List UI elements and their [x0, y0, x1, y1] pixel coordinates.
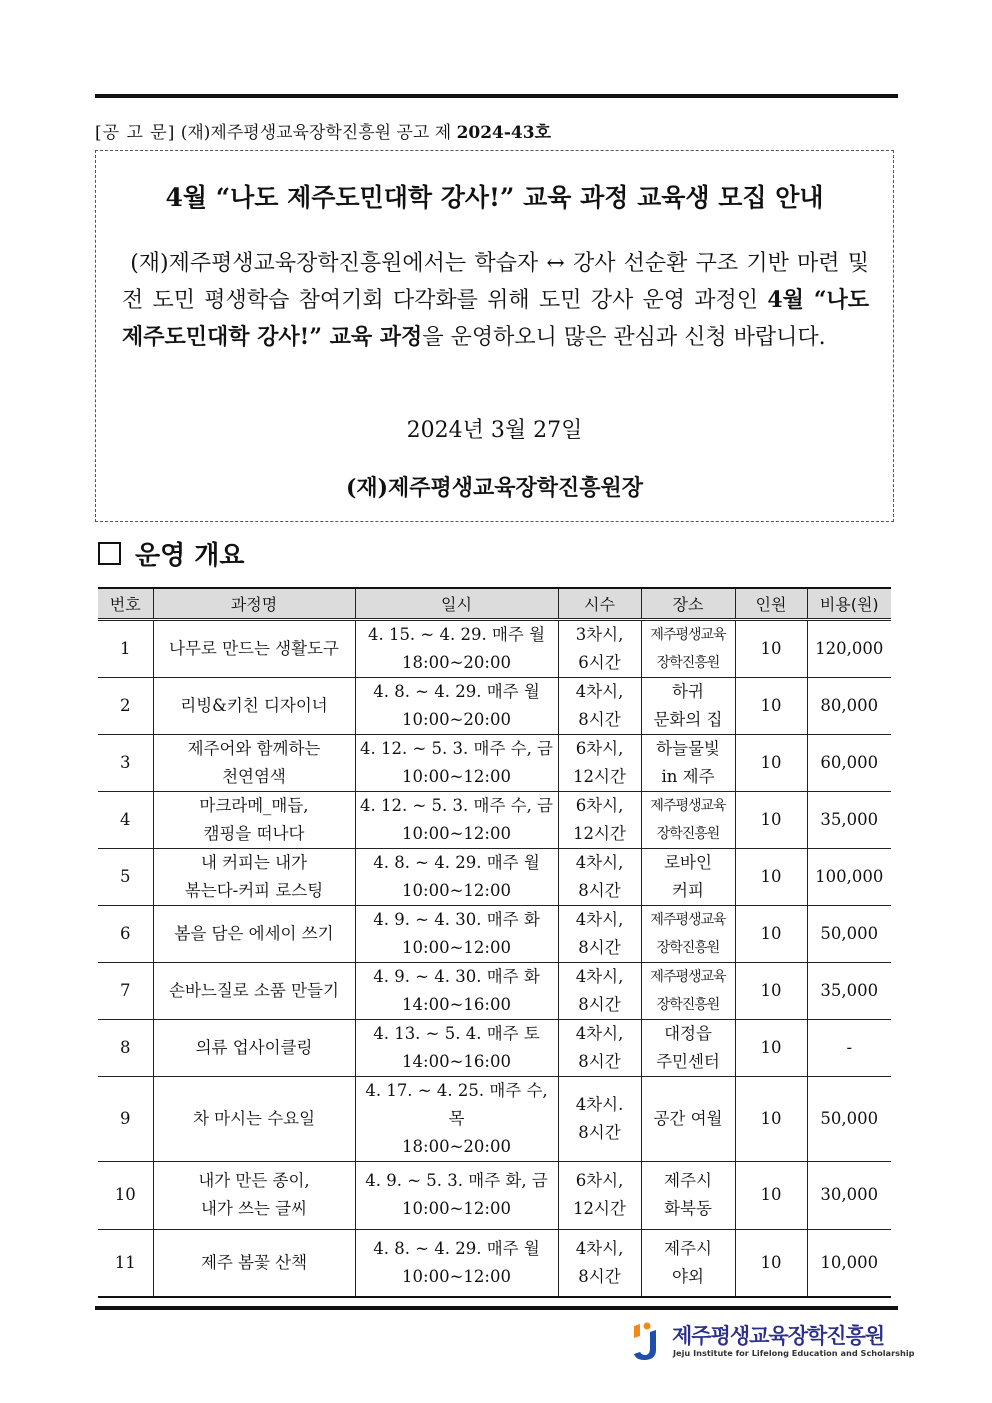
cell-no-line: 3	[120, 752, 131, 772]
cell-hours-line: 8시간	[578, 1122, 621, 1142]
cell-course-name-line: 천연염색	[222, 766, 286, 786]
cell-course-name	[153, 1161, 355, 1229]
cell-schedule-line: 4. 8. ~ 4. 29. 매주 월	[373, 681, 540, 701]
cell-cost	[807, 962, 891, 1019]
body-part-1: (재)제주평생교육장학진흥원에서는 학습자 ↔ 강사 선순환 구조 기반 마련 및 전 도민 평생학습 참여기회 다각화를 위해 도민 강사 운영 과정인	[122, 251, 870, 313]
cell-people-line: 10	[760, 695, 782, 715]
cell-place-line: in 제주	[661, 766, 715, 786]
table-row	[98, 1161, 891, 1229]
cell-people	[735, 848, 807, 905]
cell-place-line: 화북동	[664, 1199, 712, 1218]
cell-no-line: 8	[120, 1037, 131, 1057]
cell-hours	[558, 1076, 641, 1161]
cell-place-line: 하늘물빛	[656, 738, 720, 758]
cell-place-line: 장학진흥원	[656, 939, 720, 956]
cell-no	[98, 1229, 153, 1297]
cell-cost	[807, 905, 891, 962]
cell-people	[735, 905, 807, 962]
signer: (재)제주평생교육장학진흥원장	[345, 475, 644, 501]
table-row	[98, 1019, 891, 1076]
cell-people	[735, 734, 807, 791]
cell-people-line: 10	[760, 866, 782, 886]
cell-place	[641, 677, 735, 734]
cell-schedule	[355, 1019, 558, 1076]
cell-no-line: 10	[114, 1185, 136, 1204]
table-row	[98, 1229, 891, 1297]
cell-hours	[558, 962, 641, 1019]
cell-hours-line: 6차시,	[575, 795, 624, 815]
cell-cost	[807, 734, 891, 791]
cell-place-line: 문화의 집	[653, 709, 723, 729]
table-row	[98, 791, 891, 848]
cell-no-line: 4	[120, 809, 131, 829]
cell-people-line: 10	[760, 638, 782, 658]
cell-place	[641, 1076, 735, 1161]
cell-course-name-line: 차 마시는 수요일	[192, 1108, 316, 1128]
cell-schedule-line: 4. 12. ~ 5. 3. 매주 수, 금	[359, 738, 553, 758]
cell-cost-line: 30,000	[820, 1185, 879, 1204]
cell-hours-line: 4차시,	[575, 1238, 624, 1258]
cell-schedule	[355, 791, 558, 848]
cell-place-line: 커피	[672, 880, 704, 900]
cell-schedule-line: 4. 13. ~ 5. 4. 매주 토	[373, 1023, 540, 1043]
cell-hours-line: 8시간	[578, 709, 621, 729]
cell-place	[641, 848, 735, 905]
section-title: 운영 개요	[135, 541, 245, 571]
cell-schedule-line: 4. 9. ~ 4. 30. 매주 화	[373, 909, 540, 929]
cell-cost-line: 100,000	[815, 866, 884, 886]
institute-logo-icon	[626, 1320, 666, 1362]
section-heading	[98, 535, 245, 572]
cell-people-line: 10	[760, 980, 782, 1000]
cell-hours	[558, 1229, 641, 1297]
cell-hours	[558, 791, 641, 848]
document-title: 4월 “나도 제주도민대학 강사!” 교육 과정 교육생 모집 안내	[165, 183, 824, 212]
header-no: 번호	[98, 588, 153, 619]
header-course: 과정명	[153, 588, 355, 619]
cell-schedule	[355, 1229, 558, 1297]
cell-people	[735, 1229, 807, 1297]
cell-people-line: 10	[760, 1037, 782, 1057]
cell-course-name	[153, 905, 355, 962]
cell-schedule	[355, 962, 558, 1019]
table-header-row	[98, 588, 891, 619]
cell-hours	[558, 905, 641, 962]
cell-hours-line: 8시간	[578, 1051, 621, 1071]
cell-no-line: 9	[120, 1108, 131, 1128]
cell-no	[98, 848, 153, 905]
cell-hours-line: 6시간	[578, 652, 621, 672]
cell-cost	[807, 791, 891, 848]
cell-place-line: 로바인	[664, 852, 712, 872]
notice-issuer: (재)제주평생교육장학진흥원 공고 제	[180, 123, 452, 143]
cell-course-name-line: 리빙&키친 디자이너	[180, 695, 328, 715]
header-place: 장소	[641, 588, 735, 619]
course-table	[98, 587, 891, 1298]
cell-hours-line: 3차시,	[575, 624, 624, 644]
cell-hours	[558, 677, 641, 734]
cell-course-name	[153, 848, 355, 905]
cell-course-name-line: 내가 쓰는 글씨	[200, 1199, 308, 1218]
cell-cost	[807, 848, 891, 905]
cell-people	[735, 619, 807, 677]
cell-schedule	[355, 677, 558, 734]
announcement-date: 2024년 3월 27일	[406, 418, 583, 443]
cell-schedule-line: 4. 9. ~ 4. 30. 매주 화	[373, 966, 540, 986]
cell-place-line: 장학진흥원	[656, 654, 720, 671]
notice-number: 2024-43호	[456, 123, 552, 143]
cell-course-name	[153, 1019, 355, 1076]
cell-people	[735, 1019, 807, 1076]
cell-schedule-line: 4. 9. ~ 5. 3. 매주 화, 금	[365, 1171, 548, 1190]
cell-place-line: 제주시	[664, 1171, 712, 1190]
table-row	[98, 677, 891, 734]
header-hours: 시수	[558, 588, 641, 619]
table-row	[98, 962, 891, 1019]
cell-no	[98, 1161, 153, 1229]
cell-schedule	[355, 1161, 558, 1229]
cell-schedule-line: 4. 8. ~ 4. 29. 매주 월	[373, 1238, 540, 1258]
cell-hours-line: 12시간	[573, 823, 626, 843]
cell-hours-line: 4차시,	[575, 1023, 624, 1043]
cell-course-name	[153, 1229, 355, 1297]
cell-place-line: 하귀	[672, 681, 704, 701]
cell-course-name-line: 제주어와 함께하는	[187, 738, 321, 758]
cell-course-name	[153, 791, 355, 848]
cell-cost-line: 50,000	[820, 923, 879, 943]
announcement-body	[122, 245, 869, 356]
cell-schedule	[355, 905, 558, 962]
cell-place	[641, 1229, 735, 1297]
cell-hours-line: 4차시,	[575, 966, 624, 986]
cell-hours-line: 12시간	[573, 766, 626, 786]
institute-logo	[626, 1318, 915, 1364]
cell-cost-line: 120,000	[815, 638, 884, 658]
cell-hours	[558, 734, 641, 791]
cell-course-name	[153, 619, 355, 677]
cell-no-line: 7	[120, 980, 131, 1000]
cell-place-line: 주민센터	[656, 1051, 720, 1071]
cell-course-name	[153, 1076, 355, 1161]
cell-people	[735, 1076, 807, 1161]
cell-no-line: 11	[114, 1252, 136, 1272]
cell-schedule-line: 10:00~12:00	[402, 1266, 511, 1286]
cell-place	[641, 1161, 735, 1229]
cell-hours	[558, 848, 641, 905]
cell-people-line: 10	[760, 809, 782, 829]
body-part-2: 을 운영하오니 많은 관심과 신청 바랍니다.	[422, 325, 826, 350]
cell-schedule-line: 4. 17. ~ 4. 25. 매주 수, 목	[365, 1080, 548, 1128]
cell-cost-line: 80,000	[820, 695, 879, 715]
cell-no-line: 2	[120, 695, 131, 715]
cell-place-line: 제주시	[664, 1238, 712, 1258]
cell-no	[98, 677, 153, 734]
cell-place-line: 야외	[672, 1266, 704, 1286]
cell-hours-line: 6차시,	[575, 1171, 624, 1190]
body-bold: 4월 “나도 제주도민대학 강사!” 교육 과정	[122, 287, 869, 350]
cell-hours-line: 4차시.	[575, 1094, 624, 1114]
header-people: 인원	[735, 588, 807, 619]
cell-course-name	[153, 677, 355, 734]
cell-place	[641, 791, 735, 848]
cell-hours-line: 4차시,	[575, 852, 624, 872]
logo-name: 제주평생교육장학진흥원	[672, 1324, 885, 1348]
cell-course-name-line: 나무로 만드는 생활도구	[169, 638, 339, 658]
checkbox-square-icon	[98, 542, 121, 565]
cell-place-line: 제주평생교육	[650, 968, 726, 985]
header-cost: 비용(원)	[807, 588, 891, 619]
cell-hours	[558, 1161, 641, 1229]
cell-cost	[807, 677, 891, 734]
cell-schedule-line: 4. 12. ~ 5. 3. 매주 수, 금	[359, 795, 553, 815]
cell-schedule-line: 18:00~20:00	[402, 652, 511, 672]
cell-people-line: 10	[760, 752, 782, 772]
cell-place-line: 공간 여월	[653, 1108, 723, 1128]
table-row	[98, 848, 891, 905]
cell-no	[98, 905, 153, 962]
cell-cost	[807, 1229, 891, 1297]
cell-schedule-line: 10:00~20:00	[402, 709, 511, 729]
cell-place-line: 장학진흥원	[656, 825, 720, 842]
cell-course-name	[153, 962, 355, 1019]
cell-place	[641, 619, 735, 677]
cell-no-line: 1	[120, 638, 131, 658]
cell-schedule-line: 14:00~16:00	[402, 994, 511, 1014]
table-row	[98, 905, 891, 962]
cell-schedule-line: 4. 15. ~ 4. 29. 매주 월	[367, 624, 546, 644]
cell-schedule-line: 10:00~12:00	[402, 937, 511, 957]
cell-schedule-line: 4. 8. ~ 4. 29. 매주 월	[373, 852, 540, 872]
cell-schedule-line: 14:00~16:00	[402, 1051, 511, 1071]
cell-cost-line: 35,000	[820, 809, 879, 829]
cell-place	[641, 734, 735, 791]
table-row	[98, 1076, 891, 1161]
cell-hours-line: 4차시,	[575, 681, 624, 701]
cell-schedule-line: 18:00~20:00	[402, 1136, 511, 1156]
notice-tag: [공 고 문]	[95, 123, 176, 143]
cell-place-line: 제주평생교육	[650, 911, 726, 928]
cell-course-name	[153, 734, 355, 791]
cell-cost	[807, 1019, 891, 1076]
cell-schedule-line: 10:00~12:00	[402, 823, 511, 843]
cell-hours-line: 4차시,	[575, 909, 624, 929]
cell-place	[641, 1019, 735, 1076]
cell-hours	[558, 619, 641, 677]
cell-cost	[807, 1076, 891, 1161]
cell-schedule-line: 10:00~12:00	[402, 766, 511, 786]
cell-schedule	[355, 619, 558, 677]
cell-schedule-line: 10:00~12:00	[402, 1199, 511, 1218]
cell-people	[735, 962, 807, 1019]
cell-no	[98, 734, 153, 791]
cell-hours-line: 8시간	[578, 937, 621, 957]
cell-place-line: 대정읍	[664, 1023, 712, 1043]
cell-hours-line: 8시간	[578, 1266, 621, 1286]
cell-place-line: 장학진흥원	[656, 996, 720, 1013]
cell-place-line: 제주평생교육	[650, 797, 726, 814]
cell-people	[735, 791, 807, 848]
cell-place-line: 제주평생교육	[650, 626, 726, 643]
cell-course-name-line: 제주 봄꽃 산책	[200, 1252, 308, 1272]
cell-people-line: 10	[760, 1185, 782, 1204]
cell-cost	[807, 1161, 891, 1229]
bottom-rule	[95, 1306, 898, 1310]
cell-hours	[558, 1019, 641, 1076]
table-row	[98, 734, 891, 791]
cell-hours-line: 6차시,	[575, 738, 624, 758]
cell-place	[641, 962, 735, 1019]
cell-cost	[807, 619, 891, 677]
cell-hours-line: 12시간	[573, 1199, 626, 1218]
cell-place	[641, 905, 735, 962]
cell-cost-line: 60,000	[820, 752, 879, 772]
cell-course-name-line: 의류 업사이클링	[195, 1037, 313, 1057]
announcement-box	[95, 150, 894, 522]
cell-cost-line: 10,000	[820, 1252, 879, 1272]
cell-course-name-line: 손바느질로 소품 만들기	[169, 980, 339, 1000]
cell-course-name-line: 봄을 담은 에세이 쓰기	[174, 923, 334, 943]
cell-people	[735, 677, 807, 734]
cell-people	[735, 1161, 807, 1229]
cell-hours-line: 8시간	[578, 994, 621, 1014]
cell-no	[98, 619, 153, 677]
cell-people-line: 10	[760, 1108, 782, 1128]
cell-schedule	[355, 734, 558, 791]
cell-course-name-line: 마크라메_매듭,	[199, 795, 309, 815]
logo-english: Jeju Institute for Lifelong Education and Scholarship	[673, 1348, 915, 1358]
cell-no	[98, 791, 153, 848]
cell-schedule	[355, 848, 558, 905]
notice-line	[95, 118, 551, 143]
cell-people-line: 10	[760, 1252, 782, 1272]
cell-schedule-line: 10:00~12:00	[402, 880, 511, 900]
cell-people-line: 10	[760, 923, 782, 943]
cell-schedule	[355, 1076, 558, 1161]
cell-cost-line: 35,000	[820, 980, 879, 1000]
top-rule	[95, 94, 898, 98]
table-row	[98, 619, 891, 677]
cell-no-line: 5	[120, 866, 131, 886]
cell-cost-line: -	[846, 1037, 853, 1057]
cell-hours-line: 8시간	[578, 880, 621, 900]
header-schedule: 일시	[355, 588, 558, 619]
cell-course-name-line: 캠핑을 떠나다	[203, 823, 305, 843]
cell-no	[98, 1076, 153, 1161]
cell-course-name-line: 내 커피는 내가	[200, 852, 308, 872]
cell-no-line: 6	[120, 923, 131, 943]
cell-course-name-line: 볶는다-커피 로스팅	[184, 880, 324, 900]
cell-cost-line: 50,000	[820, 1108, 879, 1128]
cell-course-name-line: 내가 만든 종이,	[198, 1171, 310, 1190]
cell-no	[98, 962, 153, 1019]
cell-no	[98, 1019, 153, 1076]
